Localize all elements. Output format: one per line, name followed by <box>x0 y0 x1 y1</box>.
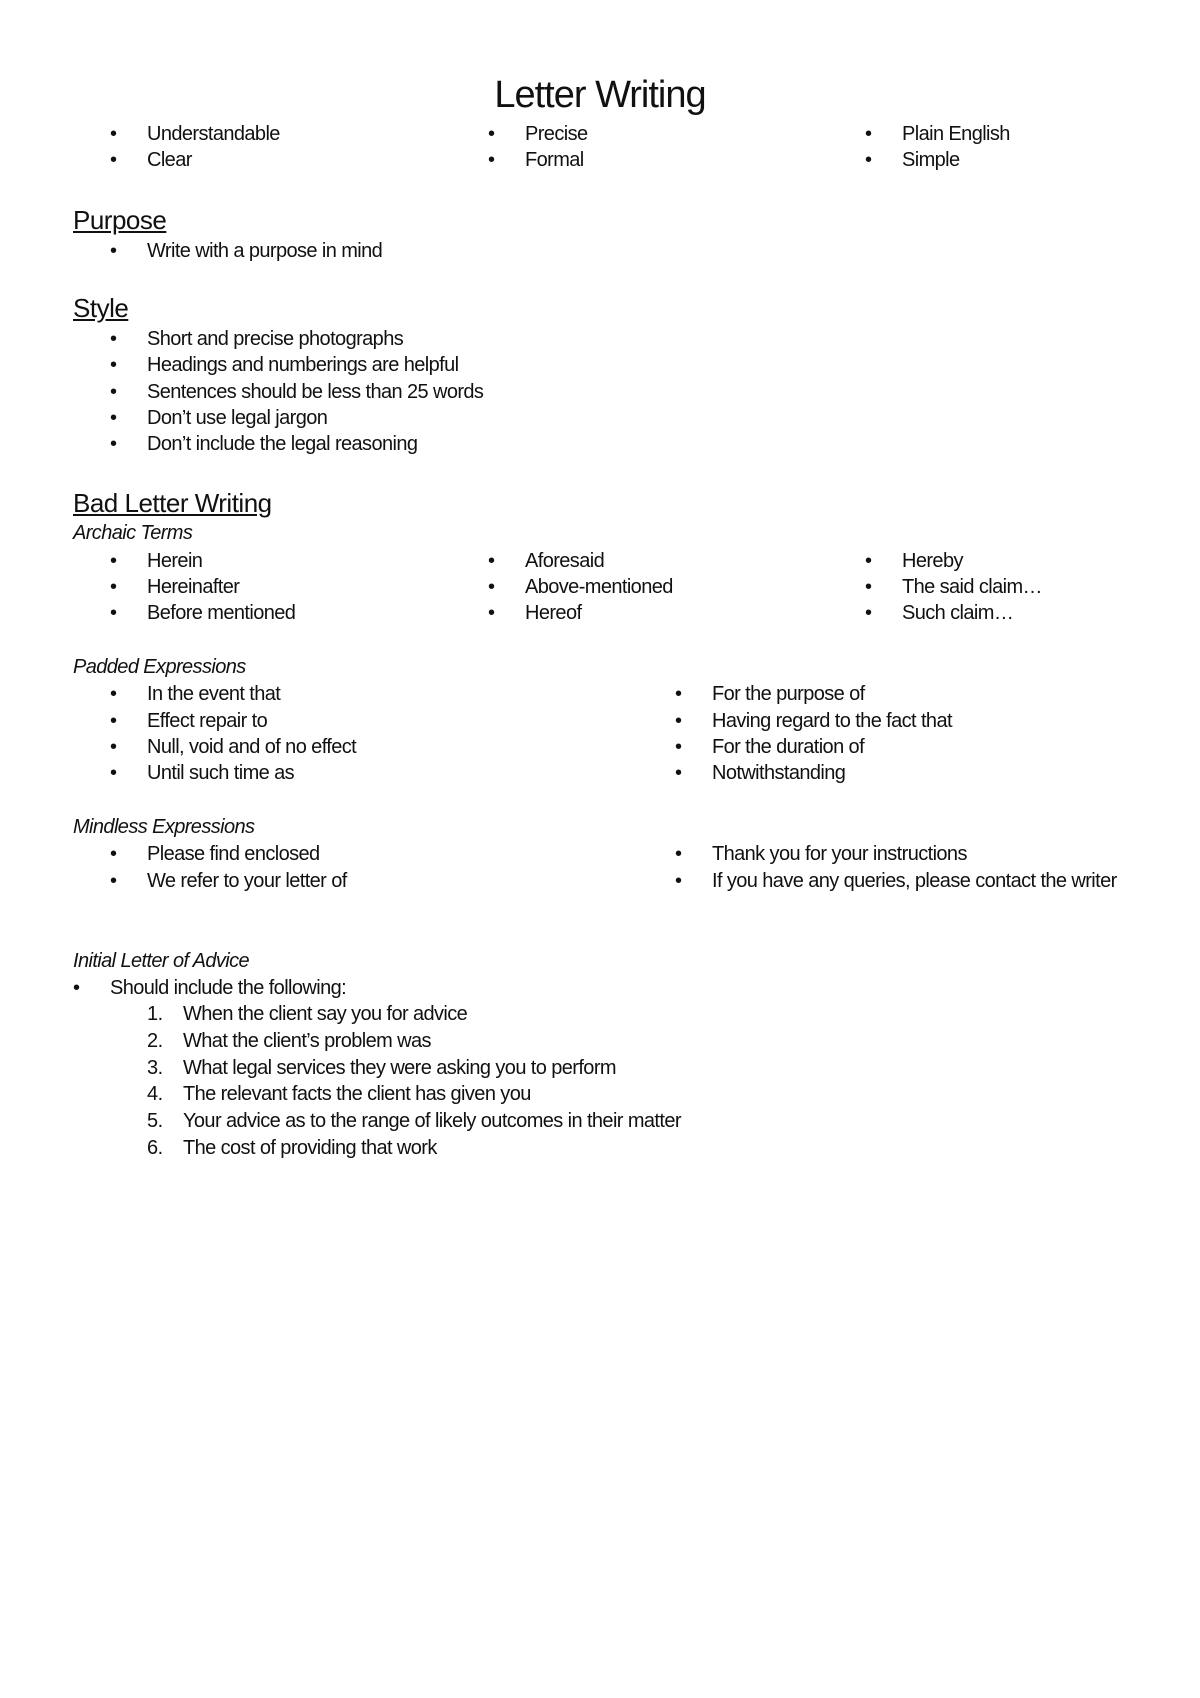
list-item: Precise <box>525 123 588 145</box>
bullet: • <box>110 149 118 171</box>
list-item: If you have any queries, please contact the writer <box>712 870 1117 892</box>
list-item: Formal <box>525 149 584 171</box>
bullet: • <box>865 149 873 171</box>
bullet: • <box>488 602 496 624</box>
bullet: • <box>110 602 118 624</box>
bullet: • <box>488 149 496 171</box>
list-item: The said claim… <box>902 576 1042 598</box>
list-item: In the event that <box>147 683 281 705</box>
list-item: Notwithstanding <box>712 762 846 784</box>
bullet: • <box>865 123 873 145</box>
bullet: • <box>865 576 873 598</box>
list-item: Hereof <box>525 602 582 624</box>
list-item: Don’t include the legal reasoning <box>147 433 418 455</box>
bullet: • <box>675 843 683 865</box>
numbered-item: The cost of providing that work <box>183 1137 437 1159</box>
subheading-mindless-expressions: Mindless Expressions <box>73 816 255 838</box>
list-item: Simple <box>902 149 960 171</box>
bullet: • <box>675 736 683 758</box>
page-title: Letter Writing <box>494 74 706 116</box>
subheading-padded-expressions: Padded Expressions <box>73 656 246 678</box>
bullet: • <box>865 550 873 572</box>
bullet: • <box>110 710 118 732</box>
list-number: 1. <box>147 1003 163 1025</box>
bullet: • <box>488 123 496 145</box>
subheading-archaic-terms: Archaic Terms <box>73 522 193 544</box>
bullet: • <box>110 381 118 403</box>
section-heading-style: Style <box>73 293 129 323</box>
list-item: Null, void and of no effect <box>147 736 357 758</box>
section-heading-purpose: Purpose <box>73 205 167 235</box>
list-item: For the duration of <box>712 736 865 758</box>
list-item: Hereinafter <box>147 576 240 598</box>
subheading-initial-letter-of-advice: Initial Letter of Advice <box>73 950 250 972</box>
list-number: 4. <box>147 1083 163 1105</box>
list-item: Short and precise photographs <box>147 328 404 350</box>
list-item: Having regard to the fact that <box>712 710 952 732</box>
bullet: • <box>865 602 873 624</box>
bullet: • <box>110 354 118 376</box>
bullet: • <box>675 870 683 892</box>
list-number: 3. <box>147 1057 163 1079</box>
list-item: Write with a purpose in mind <box>147 240 383 262</box>
list-item: Clear <box>147 149 192 171</box>
bullet: • <box>73 977 81 999</box>
bullet: • <box>110 328 118 350</box>
bullet: • <box>110 843 118 865</box>
list-item: Before mentioned <box>147 602 296 624</box>
list-item: Headings and numberings are helpful <box>147 354 459 376</box>
list-item: Plain English <box>902 123 1010 145</box>
bullet: • <box>675 683 683 705</box>
list-item: Don’t use legal jargon <box>147 407 328 429</box>
list-number: 6. <box>147 1137 163 1159</box>
section-heading-bad-letter-writing: Bad Letter Writing <box>73 488 272 518</box>
list-item: Such claim… <box>902 602 1014 624</box>
list-number: 2. <box>147 1030 163 1052</box>
list-item: We refer to your letter of <box>147 870 347 892</box>
list-item: Effect repair to <box>147 710 268 732</box>
bullet: • <box>110 762 118 784</box>
bullet: • <box>110 576 118 598</box>
list-item: Thank you for your instructions <box>712 843 967 865</box>
list-item: Until such time as <box>147 762 295 784</box>
list-number: 5. <box>147 1110 163 1132</box>
list-item: Aforesaid <box>525 550 605 572</box>
list-item: Hereby <box>902 550 963 572</box>
bullet: • <box>110 407 118 429</box>
bullet: • <box>110 736 118 758</box>
list-item: Should include the following: <box>110 977 347 999</box>
numbered-item: The relevant facts the client has given you <box>183 1083 531 1105</box>
numbered-item: What legal services they were asking you to perform <box>183 1057 616 1079</box>
bullet: • <box>488 550 496 572</box>
bullet: • <box>675 710 683 732</box>
bullet: • <box>110 683 118 705</box>
numbered-item: When the client say you for advice <box>183 1003 468 1025</box>
numbered-item: What the client’s problem was <box>183 1030 431 1052</box>
bullet: • <box>675 762 683 784</box>
list-item: For the purpose of <box>712 683 865 705</box>
bullet: • <box>110 870 118 892</box>
numbered-item: Your advice as to the range of likely outcomes in their matter <box>183 1110 681 1132</box>
list-item: Above-mentioned <box>525 576 673 598</box>
bullet: • <box>110 550 118 572</box>
list-item: Herein <box>147 550 203 572</box>
list-item: Sentences should be less than 25 words <box>147 381 484 403</box>
bullet: • <box>110 240 118 262</box>
list-item: Understandable <box>147 123 280 145</box>
bullet: • <box>110 123 118 145</box>
bullet: • <box>110 433 118 455</box>
list-item: Please find enclosed <box>147 843 320 865</box>
bullet: • <box>488 576 496 598</box>
